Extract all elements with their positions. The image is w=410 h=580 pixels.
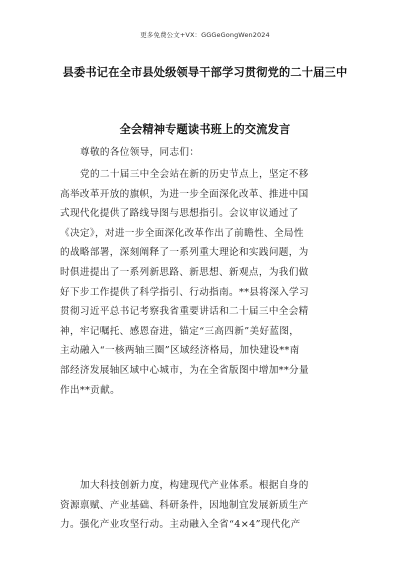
document-title-line2: 全会精神专题读书班上的交流发言	[119, 123, 291, 136]
paragraph-1-line: 神，牢记嘱托、感恩奋进，锚定“三高四新”美好蓝图，	[60, 325, 300, 337]
paragraph-1-line: 好下步工作提供了科学指引、行动指南。**县将深入学习	[60, 286, 309, 298]
paragraph-1-line: 《决定》，对进一步全面深化改革作出了前瞻性、全局性	[60, 227, 304, 239]
paragraph-1-line: 的战略部署，深刻阐释了一系列重大理论和实践问题，为	[60, 247, 309, 259]
paragraph-2	[60, 476, 360, 535]
paragraph-1-line: 部经济发展轴区域中心城市，为在全省版图中增加**分量	[60, 364, 309, 376]
paragraph-2-line: 加大科技创新力度，构建现代产业体系。根据自身的	[80, 480, 309, 491]
salutation: 尊敬的各位领导，同志们：	[80, 147, 200, 158]
paragraph-1	[60, 165, 360, 400]
paragraph-1-line: 党的二十届三中全会站在新的历史节点上，坚定不移	[80, 169, 309, 180]
paragraph-1-line: 主动融入“一核两轴三圈”区域经济格局，加快建设**南	[60, 345, 300, 357]
header-note: 更多免费公文+VX：GGGeGongWen2024	[140, 31, 270, 39]
document-title-line1: 县委书记在全市县处级领导干部学习贯彻党的二十届三中	[62, 66, 348, 79]
paragraph-1-line: 式现代化提供了路线导图与思想指引。会议审议通过了	[60, 208, 299, 220]
paragraph-1-line: 作出**贡献。	[60, 384, 121, 396]
paragraph-2-line: 力。强化产业攻坚行动。主动融入全省“4×4”现代化产	[60, 519, 301, 531]
paragraph-1-line: 时俱进提出了一系列新思路、新思想、新观点，为我们做	[60, 266, 309, 278]
paragraph-1-line: 贯彻习近平总书记考察我省重要讲话和二十届三中全会精	[60, 306, 309, 318]
paragraph-2-line: 资源禀赋、产业基础、科研条件，因地制宜发展新质生产	[60, 499, 309, 511]
paragraph-1-line: 高举改革开放的旗帜，为进一步全面深化改革、推进中国	[60, 188, 309, 200]
